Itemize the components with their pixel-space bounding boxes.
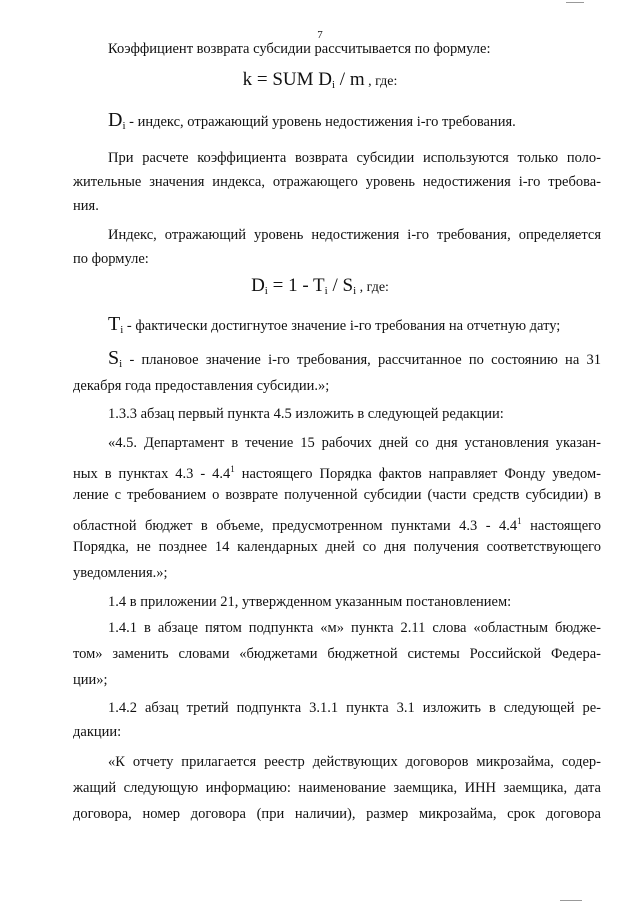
paragraph-line: том» заменить словами «бюджетами бюджетной системы Российской Федера-	[73, 646, 601, 662]
q45-l2-end: настоящего Порядка фактов направляет Фонду уведом-	[234, 466, 601, 482]
definition-t-var: T	[108, 313, 121, 335]
formula-d-sub: i	[264, 285, 268, 297]
definition-s-var: S	[108, 347, 120, 369]
paragraph-line: Порядка, не позднее 14 календарных дней со дня получения соответствующего	[73, 539, 601, 555]
formula-slash: / S	[327, 275, 354, 296]
formula-d-var: D	[251, 275, 265, 296]
definition-t-text: - фактически достигнутое значение i-го требования на отчетную дату;	[123, 318, 561, 334]
scan-mark-top	[566, 2, 584, 3]
q45-l4-start: областной бюджет в объеме, предусмотренном пунктами 4.3 - 4.4	[73, 518, 518, 534]
q45-l2-sup: 1	[230, 464, 235, 474]
formula-d-mid: = 1 - T	[267, 275, 325, 296]
paragraph-line: ции»;	[73, 672, 108, 688]
definition-s-text: - плановое значение i-го требования, рассчитанное по состоянию на 31	[122, 352, 601, 368]
paragraph-line: декабря года предоставления субсидии.»;	[73, 378, 330, 394]
paragraph-line: «К отчету прилагается реестр действующих договоров микрозайма, содер-	[108, 754, 601, 770]
paragraph-line: ление с требованием о возврате полученной субсидии (части средств субсидии) в	[73, 487, 601, 503]
definition-s	[108, 348, 601, 374]
paragraph-line: 1.4 в приложении 21, утвержденном указанным постановлением:	[108, 594, 512, 610]
paragraph-line: 1.3.3 абзац первый пункта 4.5 изложить в следующей редакции:	[108, 406, 504, 422]
page-number: 7	[317, 29, 323, 41]
formula-k-rest: / m	[335, 69, 365, 90]
definition-t	[108, 314, 601, 340]
paragraph-line: При расчете коэффициента возврата субсидии используются только поло-	[108, 150, 601, 166]
definition-t-sub: i	[120, 324, 124, 336]
definition-d-text: - индекс, отражающий уровень недостижения i-го требования.	[125, 114, 516, 130]
formula-k-main: k = SUM D	[242, 69, 332, 90]
formula-k-tail: , где:	[364, 74, 398, 89]
formula-d	[0, 276, 640, 301]
paragraph-line: договора, номер договора (при наличии), размер микрозайма, срок договора	[73, 806, 601, 822]
paragraph-line: «4.5. Департамент в течение 15 рабочих дней со дня установления указан-	[108, 435, 601, 451]
q45-l2-start: ных в пунктах 4.3 - 4.4	[73, 466, 231, 482]
formula-d-tail: , где:	[356, 280, 389, 295]
paragraph-line: дакции:	[73, 724, 122, 740]
paragraph-line: жительные значения индекса, отражающего уровень недостижения i-го требова-	[73, 174, 601, 190]
scan-mark-bottom	[560, 900, 582, 901]
formula-intro: Коэффициент возврата субсидии рассчитывается по формуле:	[108, 41, 491, 57]
paragraph-line: по формуле:	[73, 251, 149, 267]
paragraph-line: 1.4.1 в абзаце пятом подпункта «м» пункта 2.11 слова «областным бюдже-	[108, 620, 601, 636]
paragraph-line	[73, 511, 601, 536]
q45-l4-end: настоящего	[521, 518, 601, 534]
formula-t-sub: i	[324, 285, 328, 297]
paragraph-line: жащий следующую информацию: наименование заемщика, ИНН заемщика, дата	[73, 780, 601, 796]
definition-s-sub: i	[119, 358, 123, 370]
formula-k-sub: i	[331, 79, 336, 91]
paragraph-line: ния.	[73, 198, 99, 214]
formula-k	[0, 70, 640, 95]
definition-d	[108, 110, 601, 136]
paragraph-line: 1.4.2 абзац третий подпункта 3.1.1 пункта 3.1 изложить в следующей ре-	[108, 700, 601, 716]
definition-d-sub: i	[122, 120, 126, 132]
formula-s-sub: i	[353, 285, 357, 297]
paragraph-line	[73, 459, 601, 484]
definition-d-var: D	[108, 109, 123, 131]
paragraph-line: уведомления.»;	[73, 565, 168, 581]
paragraph-line: Индекс, отражающий уровень недостижения i-го требования, определяется	[108, 227, 601, 243]
q45-l4-sup: 1	[517, 516, 522, 526]
